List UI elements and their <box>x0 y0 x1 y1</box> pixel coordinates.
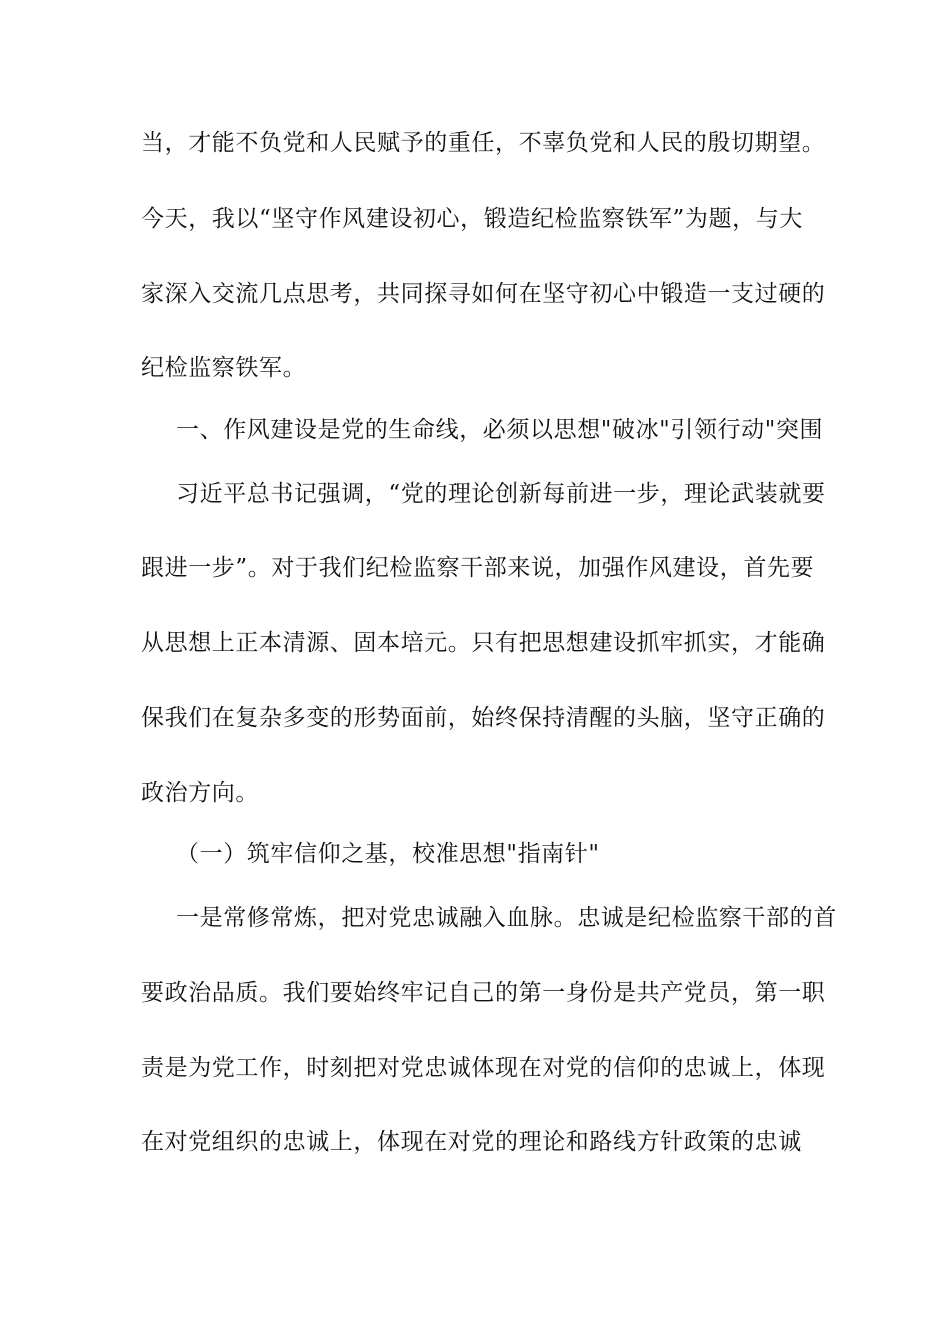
paragraph-line: 政治方向。 <box>141 780 259 806</box>
paragraph-line: 当，才能不负党和人民赋予的重任，不辜负党和人民的殷切期望。 <box>141 130 826 156</box>
paragraph-line: 要政治品质。我们要始终牢记自己的第一身份是共产党员，第一职 <box>141 980 826 1006</box>
section-heading: 一、作风建设是党的生命线，必须以思想"破冰"引领行动"突围 <box>176 417 824 443</box>
paragraph-line: 保我们在复杂多变的形势面前，始终保持清醒的头脑，坚守正确的 <box>141 705 826 731</box>
paragraph-line: 在对党组织的忠诚上，体现在对党的理论和路线方针政策的忠诚 <box>141 1129 802 1155</box>
subsection-heading: （一）筑牢信仰之基，校准思想"指南针" <box>176 841 600 867</box>
paragraph-line: 今天，我以“坚守作风建设初心，锻造纪检监察铁军”为题，与大 <box>141 206 803 232</box>
paragraph-line: 纪检监察铁军。 <box>141 355 307 381</box>
paragraph-line: 一是常修常炼，把对党忠诚融入血脉。忠诚是纪检监察干部的首 <box>176 905 837 931</box>
paragraph-line: 跟进一步”。对于我们纪检监察干部来说，加强作风建设，首先要 <box>141 555 815 581</box>
paragraph-line: 责是为党工作，时刻把对党忠诚体现在对党的信仰的忠诚上，体现 <box>141 1055 826 1081</box>
paragraph-line: 家深入交流几点思考，共同探寻如何在坚守初心中锻造一支过硬的 <box>141 281 826 307</box>
paragraph-line: 从思想上正本清源、固本培元。只有把思想建设抓牢抓实，才能确 <box>141 630 826 656</box>
paragraph-line: 习近平总书记强调，“党的理论创新每前进一步，理论武装就要 <box>176 481 826 507</box>
